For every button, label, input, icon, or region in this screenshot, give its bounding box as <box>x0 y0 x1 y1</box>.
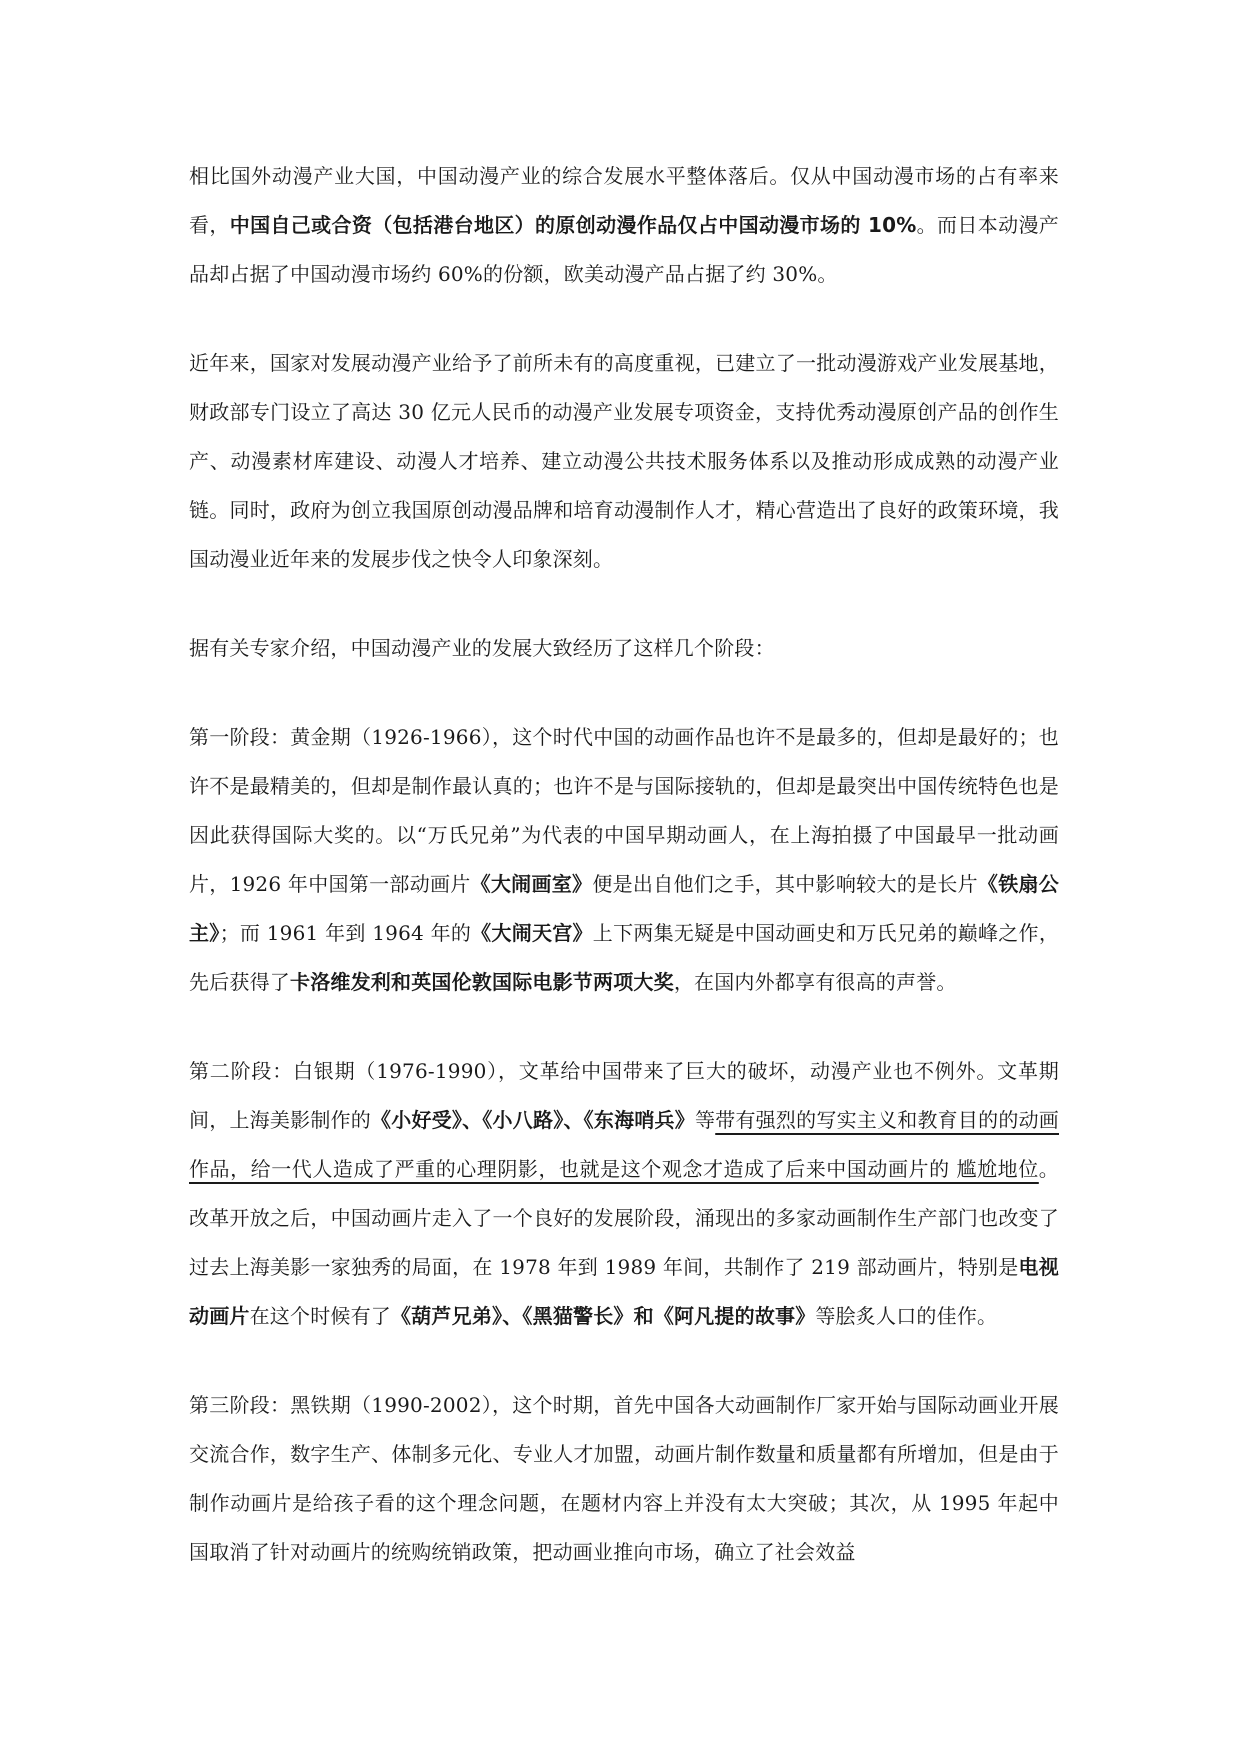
document-page <box>189 152 1059 1577</box>
text-segment: 近年来，国家对发展动漫产业给予了前所未有的高度重视，已建立了一批动漫游戏产业发展基地，财政部专门设立了高达 30 亿元人民币的动漫产业发展专项资金，支持优秀动漫原创产品的创作生产、动漫素材库建设、动漫人才培养、建立动漫公共技术服务体系以及推动形成成熟的动漫产业链。同时，政府为创立我国原创动漫品牌和培育动漫制作人才，精心营造出了良好的政策环境，我国动漫业近年来的发展步伐之快令人印象深刻。 <box>189 351 1059 571</box>
paragraph-stage-three <box>189 1381 1059 1577</box>
text-segment: 第三阶段：黑铁期（1990-2002），这个时期，首先中国各大动画制作厂家开始与国际动画业开展交流合作，数字生产、体制多元化、专业人才加盟，动画片制作数量和质量都有所增加，但是由于制作动画片是给孩子看的这个理念问题，在题材内容上并没有太大突破；其次，从 1995 年起中国取消了针对动画片的统购统销政策，把动画业推向市场，确立了社会效益 <box>189 1393 1059 1564</box>
text-segment: 上下两集无疑是中国动画史和万氏兄弟的巅峰之作，先后获得了 <box>189 921 1060 994</box>
text-segment: 等 <box>695 1108 716 1132</box>
bold-text-segment: 《大闹天宫》 <box>471 921 593 945</box>
bold-text-segment: 《铁扇公主》 <box>189 872 1059 945</box>
text-segment: 。而日本动漫产品却占据了中国动漫市场约 60%的份额，欧美动漫产品占据了约 30%。 <box>189 213 1059 286</box>
paragraph-stage-two <box>189 1047 1059 1341</box>
paragraph-stages-intro <box>189 624 1059 673</box>
bold-text-segment: 卡洛维发利和英国伦敦国际电影节两项大奖 <box>290 970 674 994</box>
text-segment: 第二阶段：白银期（1976-1990），文革给中国带来了巨大的破坏，动漫产业也不例外。文革期间，上海美影制作的 <box>189 1059 1059 1132</box>
text-segment: 等脍炙人口的佳作。 <box>815 1304 998 1328</box>
text-segment: 。改革开放之后，中国动画片走入了一个良好的发展阶段，涌现出的多家动画制作生产部门也改变了过去上海美影一家独秀的局面，在 1978 年到 1989 年间，共制作了 219 部动画片，特别是 <box>189 1157 1059 1279</box>
bold-text-segment: 《葫芦兄弟》、《黑猫警长》和《阿凡提的故事》 <box>391 1304 816 1328</box>
paragraph-policy-support <box>189 339 1059 584</box>
bold-text-segment: 《大闹画室》 <box>470 872 593 896</box>
bold-text-segment: 《小好受》、《小八路》、《东海哨兵》 <box>371 1108 695 1132</box>
text-segment: 相比国外动漫产业大国，中国动漫产业的综合发展水平整体落后。仅从中国动漫市场的占有率来看， <box>189 164 1059 237</box>
bold-text-segment: 电视动画片 <box>189 1255 1059 1328</box>
paragraph-market-share <box>189 152 1059 299</box>
underlined-text-segment: 带有强烈的写实主义和教育目的的动画作品，给一代人造成了严重的心理阴影，也就是这个观念才造成了后来中国动画片的 尴尬地位 <box>189 1108 1059 1181</box>
text-segment: 便是出自他们之手，其中影响较大的是长片 <box>592 872 978 896</box>
text-segment: ；而 1961 年到 1964 年的 <box>219 921 472 945</box>
bold-text-segment: 中国自己或合资（包括港台地区）的原创动漫作品仅占中国动漫市场的 10% <box>229 213 917 237</box>
text-segment: 第一阶段：黄金期（1926-1966），这个时代中国的动画作品也许不是最多的，但却是最好的；也许不是最精美的，但却是制作最认真的；也许不是与国际接轨的，但却是最突出中国传统特色也是因此获得国际大奖的。以“万氏兄弟”为代表的中国早期动画人，在上海拍摄了中国最早一批动画片，1926 年中国第一部动画片 <box>189 725 1059 896</box>
paragraph-stage-one <box>189 713 1059 1007</box>
text-segment: 在这个时候有了 <box>249 1304 392 1328</box>
text-segment: ，在国内外都享有很高的声誉。 <box>673 970 957 994</box>
text-segment: 据有关专家介绍，中国动漫产业的发展大致经历了这样几个阶段： <box>189 636 775 660</box>
